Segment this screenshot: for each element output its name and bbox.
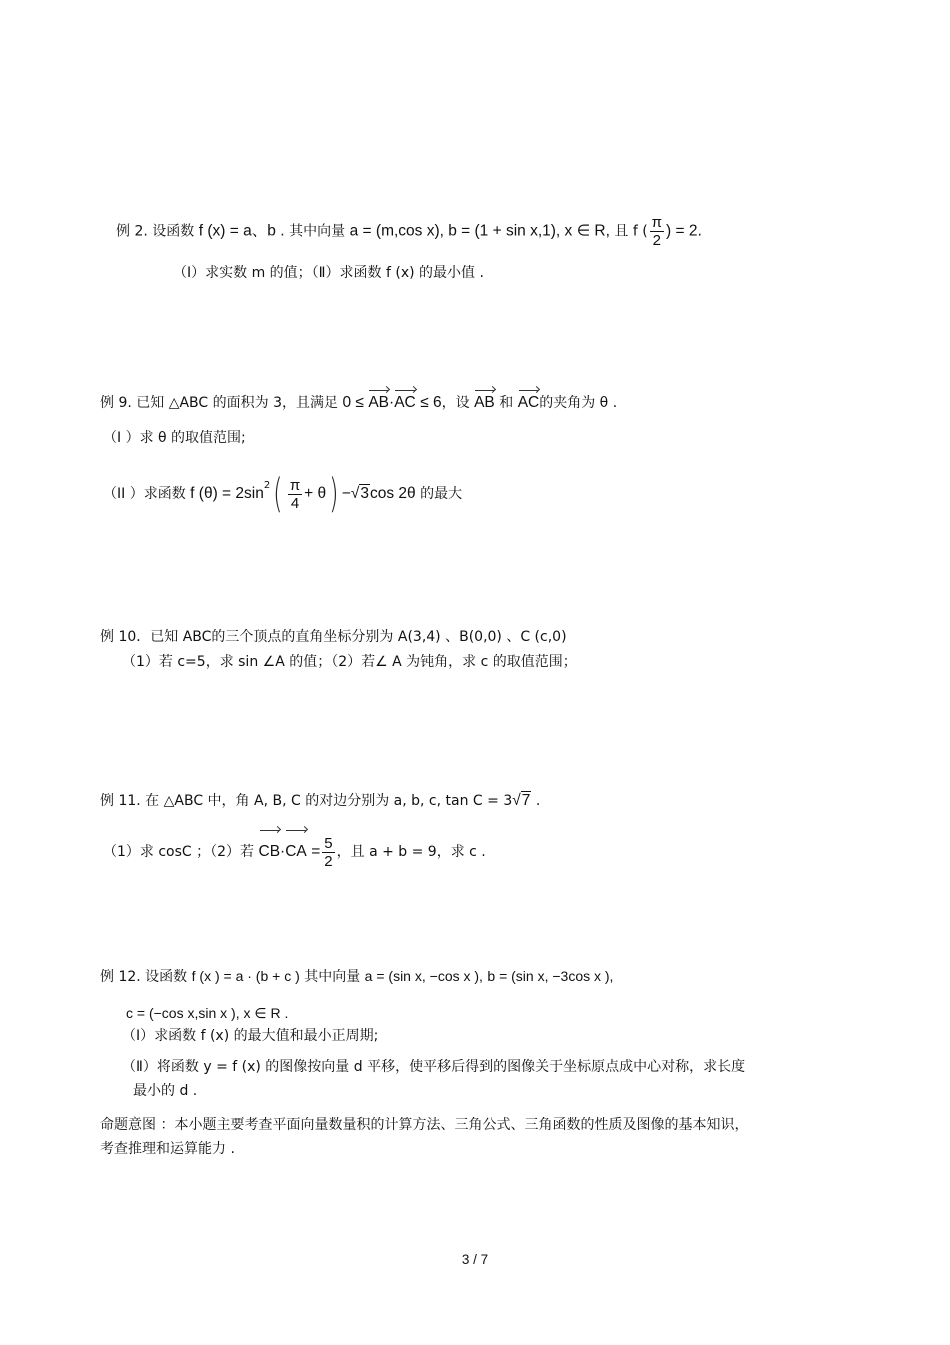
- example-10-questions: （1）若 c=5，求 sin ∠A 的值；（2）若∠ A 为钝角，求 c 的取值范围；: [122, 654, 577, 670]
- example-12-q1: （Ⅰ）求函数 f (x) 的最大值和最小正周期;: [122, 1028, 379, 1044]
- ex12-lead: 例 12. 设函数: [100, 969, 188, 985]
- example-2-statement: [116, 214, 702, 249]
- example-9-q2: [103, 466, 463, 517]
- example-11-questions: [103, 833, 486, 871]
- ex2-function: f (x) = a、b: [198, 222, 276, 240]
- ex11-dot: ·: [280, 843, 286, 860]
- ex9-minus: −: [341, 485, 351, 502]
- ex9-sqrt-value: 3: [360, 485, 369, 502]
- ex9-cos-term: cos 2θ: [369, 485, 416, 502]
- ex9-vector-ac-2: AC: [517, 394, 540, 411]
- ex2-vectors: a = (m,cos x), b = (1 + sin x,1), x ∈ R,: [349, 222, 610, 240]
- ex11-q-tail: ，且 a + b = 9，求 c .: [336, 844, 486, 860]
- example-12-q2-continued: 最小的 d .: [133, 1083, 198, 1099]
- ex2-condition-tail: ) = 2: [666, 222, 698, 240]
- ex12-vector-b: b = (sin x, −3cos x ),: [487, 968, 614, 984]
- example-10-statement: 例 10．已知 ABC的三个顶点的直角坐标分别为 A(3,4) 、B(0,0) 、C (c,0): [100, 629, 567, 645]
- ex12-mid: 其中向量: [304, 969, 361, 985]
- ex9-vector-ab-2: AB: [474, 394, 495, 411]
- example-12-q2: （Ⅱ）将函数 y = f (x) 的图像按向量 d 平移，使平移后得到的图像关于坐标原点成中心对称，求长度: [122, 1059, 746, 1075]
- ex2-fraction: [650, 214, 664, 249]
- ex11-sqrt-value: 7: [521, 792, 531, 809]
- ex2-end: .: [697, 223, 702, 240]
- ex9-mid: ，设: [441, 395, 470, 411]
- ex9-tail: 的夹角为 θ .: [539, 395, 618, 411]
- example-2-questions: （Ⅰ）求实数 m 的值；（Ⅱ）求函数 f (x) 的最小值 .: [173, 265, 484, 281]
- ex9-and: 和: [499, 395, 514, 411]
- ex11-q-lead: （1）求 cosC ；（2）若: [103, 844, 255, 860]
- ex9-q2-lead: （II ）求函数: [103, 486, 186, 502]
- example-12-intent-line-1: 命题意图 ：本小题主要考查平面向量数量积的计算方法、三角公式、三角函数的性质及图像的基本知识，: [100, 1117, 749, 1133]
- example-11-statement: [100, 791, 540, 811]
- ex9-q2-tail: 的最大: [420, 486, 463, 502]
- ex11-frac-num: 5: [324, 834, 333, 852]
- ex2-frac-den: 2: [652, 232, 662, 249]
- right-paren-glyph: ): [329, 471, 339, 517]
- example-12-statement: [100, 966, 613, 987]
- sqrt-icon: √: [350, 485, 360, 502]
- ex9-lead: 例 9. 已知 △ABC 的面积为 3，且满足: [100, 395, 338, 411]
- ex9-dot: ·: [389, 394, 395, 411]
- ex9-fraction: [288, 477, 302, 512]
- ex9-frac-den: 4: [290, 494, 300, 512]
- example-12-vector-c: c = (−cos x,sin x ), x ∈ R .: [126, 1005, 289, 1021]
- example-9-statement: [100, 393, 617, 413]
- ex11-vector-cb: CB: [259, 833, 281, 871]
- ex11-end: .: [535, 793, 541, 809]
- sqrt-icon: √: [512, 792, 521, 809]
- ex11-frac-den: 2: [324, 852, 333, 870]
- ex9-frac-num: π: [289, 476, 301, 494]
- ex2-condition-lead: 且 f (: [614, 223, 648, 240]
- ex12-vector-a: a = (sin x, −cos x ),: [364, 968, 483, 984]
- ex9-ineq-b: ≤ 6: [420, 394, 442, 411]
- ex11-fraction: [322, 835, 334, 870]
- ex2-lead: 例 2. 设函数: [116, 223, 195, 240]
- ex2-mid: . 其中向量: [280, 223, 346, 240]
- ex2-frac-num: π: [651, 214, 663, 231]
- ex9-ineq-a: 0 ≤: [342, 394, 364, 411]
- example-9-q1: （I ）求 θ 的取值范围;: [103, 430, 246, 446]
- ex9-vector-ab: AB: [368, 394, 390, 411]
- ex9-plus-theta: + θ: [304, 485, 327, 502]
- ex9-f-lead: f (θ) = 2sin: [190, 485, 264, 502]
- ex11-lead: 例 11. 在 △ABC 中，角 A, B, C 的对边分别为 a, b, c, tan C = 3: [100, 793, 513, 809]
- page-number: 3 / 7: [461, 1252, 489, 1267]
- ex9-superscript: 2: [263, 480, 271, 491]
- left-paren-glyph: (: [273, 471, 283, 517]
- ex12-function: f (x ) = a · (b + c ): [191, 968, 300, 984]
- ex11-eq: =: [311, 843, 321, 860]
- example-12-intent-line-2: 考查推理和运算能力 .: [100, 1141, 235, 1157]
- ex9-vector-ac: AC: [394, 394, 416, 411]
- ex11-vector-ca: CA: [285, 833, 307, 871]
